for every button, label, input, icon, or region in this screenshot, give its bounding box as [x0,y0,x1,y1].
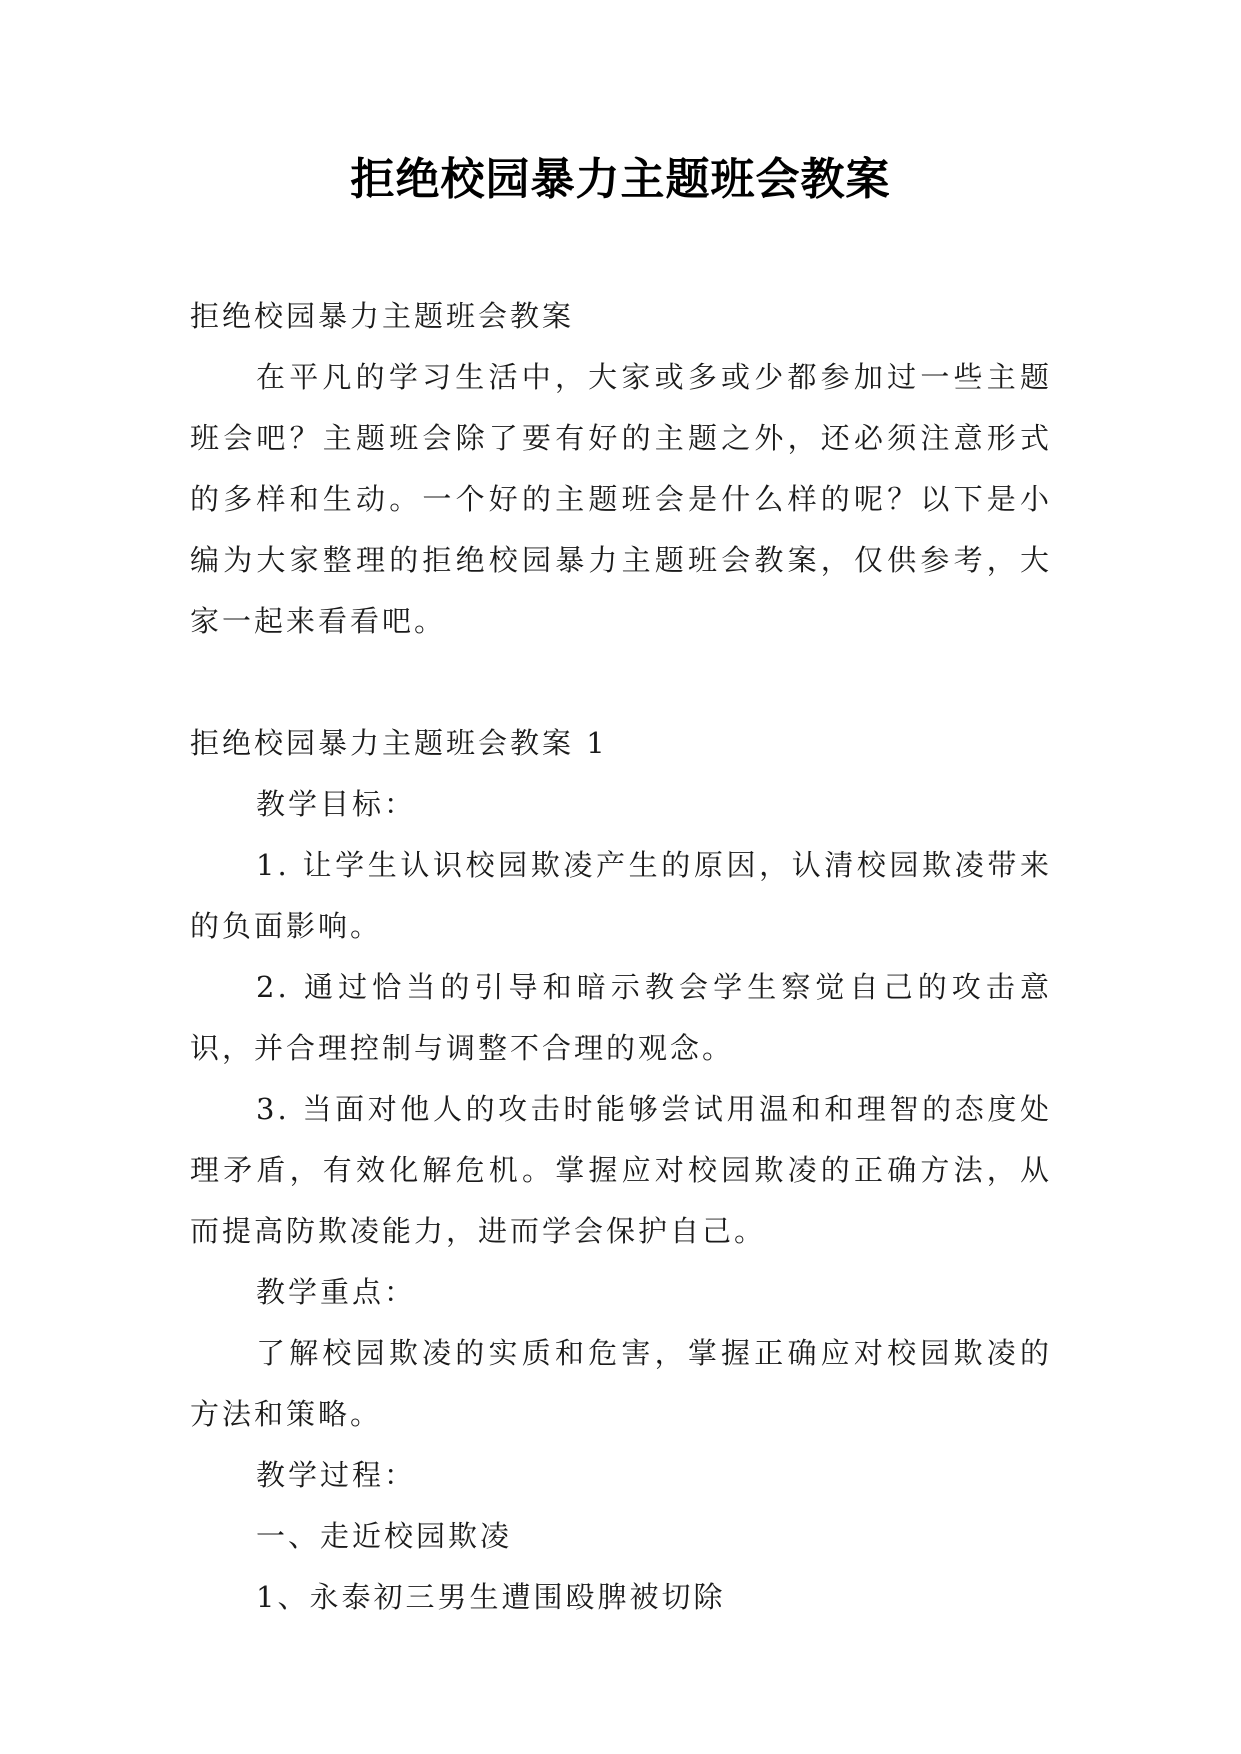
paragraph-spacer [190,652,1052,713]
focus-label: 教学重点： [256,1275,417,1309]
intro-paragraph: 在平凡的学习生活中，大家或多或少都参加过一些主题班会吧？主题班会除了要有好的主题之外，还必须注意形式的多样和生动。一个好的主题班会是什么样的呢？以下是小编为大家整理的拒绝校园暴力主题班会教案，仅供参考，大家一起来看看吧。 [190,360,1052,638]
document-title: 拒绝校园暴力主题班会教案 [350,154,891,205]
document-subtitle: 拒绝校园暴力主题班会教案 [190,299,575,333]
focus-paragraph: 了解校园欺凌的实质和危害，掌握正确应对校园欺凌的方法和策略。 [190,1336,1052,1431]
process-item-1: 1、永泰初三男生遭围殴脾被切除 [256,1580,726,1614]
document-body [190,286,1052,1628]
process-step-1: 一、走近校园欺凌 [256,1519,513,1553]
goal-item-1: 1. 让学生认识校园欺凌产生的原因，认清校园欺凌带来的负面影响。 [190,848,1052,943]
goal-item-3: 3. 当面对他人的攻击时能够尝试用温和和理智的态度处理矛盾，有效化解危机。掌握应对校园欺凌的正确方法，从而提高防欺凌能力，进而学会保护自己。 [190,1092,1052,1248]
goals-label: 教学目标： [256,787,417,821]
goal-item-2: 2. 通过恰当的引导和暗示教会学生察觉自己的攻击意识，并合理控制与调整不合理的观念。 [190,970,1052,1065]
section-title: 拒绝校园暴力主题班会教案 1 [190,726,608,760]
process-label: 教学过程： [256,1458,417,1492]
